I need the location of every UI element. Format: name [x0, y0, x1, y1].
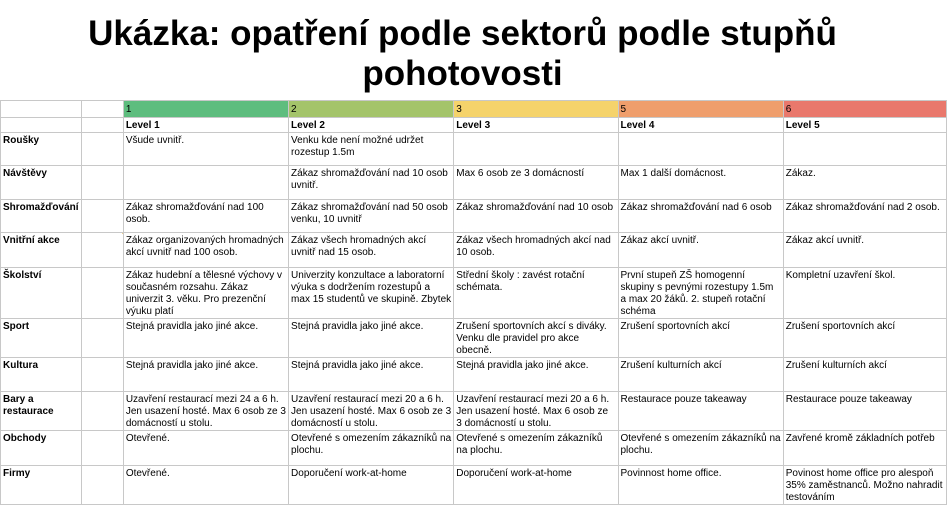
- row-spacer: [81, 466, 123, 505]
- table-cell: Doporučení work-at-home: [454, 466, 618, 505]
- table-cell: Zákaz shromažďování nad 10 osob: [454, 200, 618, 233]
- table-cell: Restaurace pouze takeaway: [618, 392, 783, 431]
- table-cell: Uzavření restaurací mezi 20 a 6 h. Jen usazení hosté. Max 6 osob ze 3 domácností u stolu.: [289, 392, 454, 431]
- table-cell: Otevřené.: [123, 466, 288, 505]
- level-header: Level 2: [289, 118, 454, 133]
- table-cell: Stejná pravidla jako jiné akce.: [289, 319, 454, 358]
- table-cell: Zákaz všech hromadných akcí nad 10 osob.: [454, 233, 618, 268]
- table-cell: Zákaz shromažďování nad 50 osob venku, 10 uvnitř: [289, 200, 454, 233]
- row-label: Obchody: [1, 431, 82, 466]
- table-cell: [454, 133, 618, 166]
- corner-cell: [81, 118, 123, 133]
- row-label: Kultura: [1, 358, 82, 392]
- table-cell: Univerzity konzultace a laboratorní výuka s dodržením rozestupů a max 15 studentů ve skupině. Zbytek: [289, 268, 454, 319]
- level-header: Level 4: [618, 118, 783, 133]
- table-cell: Zrušení sportovních akcí: [783, 319, 946, 358]
- table-cell: Venku kde není možné udržet rozestup 1.5m: [289, 133, 454, 166]
- table-cell: Max 1 další domácnost.: [618, 166, 783, 200]
- comment-marker-cell: [81, 233, 123, 268]
- table-cell: Zákaz.: [783, 166, 946, 200]
- table-row: [1, 431, 947, 466]
- table-cell: Zákaz shromažďování nad 2 osob.: [783, 200, 946, 233]
- level-header: Level 3: [454, 118, 618, 133]
- table-row: [1, 268, 947, 319]
- table-row: [1, 133, 947, 166]
- table-row: [1, 166, 947, 200]
- table-cell: Otevřené s omezením zákazníků na plochu.: [454, 431, 618, 466]
- corner-cell: [1, 118, 82, 133]
- level-header-row: [1, 118, 947, 133]
- row-label: Sport: [1, 319, 82, 358]
- level-color-stripe: [1, 101, 947, 118]
- row-label: Školství: [1, 268, 82, 319]
- row-label: Vnitřní akce: [1, 233, 82, 268]
- table-cell: Zákaz akcí uvnitř.: [783, 233, 946, 268]
- table-cell: Zrušení sportovních akcí: [618, 319, 783, 358]
- row-spacer: [81, 392, 123, 431]
- table-cell: Zákaz hudební a tělesné výchovy v současném rozsahu. Zákaz univerzit 3. věku. Pro prezenční výuku platí: [123, 268, 288, 319]
- row-spacer: [81, 358, 123, 392]
- table-cell: Doporučení work-at-home: [289, 466, 454, 505]
- table-row: [1, 200, 947, 233]
- table-cell: Stejná pravidla jako jiné akce.: [123, 358, 288, 392]
- table-cell: Zákaz shromažďování nad 100 osob.: [123, 200, 288, 233]
- table-cell: Povinost home office pro alespoň 35% zaměstnanců. Možno nahradit testováním: [783, 466, 946, 505]
- stripe-blank: [81, 101, 123, 118]
- table-cell: Uzavření restaurací mezi 24 a 6 h. Jen usazení hosté. Max 6 osob ze 3 domácností u stolu.: [123, 392, 288, 431]
- table-cell: Zrušení kulturních akcí: [618, 358, 783, 392]
- row-label: Bary a restaurace: [1, 392, 82, 431]
- table-row: [1, 392, 947, 431]
- page-title: [0, 14, 925, 94]
- row-spacer: [81, 319, 123, 358]
- row-spacer: [81, 133, 123, 166]
- stripe-level-5: 6: [783, 101, 946, 118]
- title-line-1: Ukázka: opatření podle sektorů podle stupňů: [88, 14, 837, 53]
- table-cell: [123, 166, 288, 200]
- table-cell: Povinnost home office.: [618, 466, 783, 505]
- row-label: Roušky: [1, 133, 82, 166]
- table-cell: Stejná pravidla jako jiné akce.: [454, 358, 618, 392]
- table-cell: Všude uvnitř.: [123, 133, 288, 166]
- table-cell: Zákaz akcí uvnitř.: [618, 233, 783, 268]
- table-row: [1, 466, 947, 505]
- level-header: Level 5: [783, 118, 946, 133]
- table-cell: Stejná pravidla jako jiné akce.: [123, 319, 288, 358]
- table-row: [1, 358, 947, 392]
- table-cell: Zákaz shromažďování nad 10 osob uvnitř.: [289, 166, 454, 200]
- row-label: Firmy: [1, 466, 82, 505]
- table-cell: Zákaz organizovaných hromadných akcí uvnitř nad 100 osob.: [123, 233, 288, 268]
- row-spacer: [81, 268, 123, 319]
- table-cell: [783, 133, 946, 166]
- row-label: Návštěvy: [1, 166, 82, 200]
- table-cell: Střední školy : zavést rotační schémata.: [454, 268, 618, 319]
- table-cell: Zrušení kulturních akcí: [783, 358, 946, 392]
- table-row: [1, 319, 947, 358]
- row-spacer: [81, 431, 123, 466]
- stripe-level-4: 5: [618, 101, 783, 118]
- table-cell: Stejná pravidla jako jiné akce.: [289, 358, 454, 392]
- table-cell: Restaurace pouze takeaway: [783, 392, 946, 431]
- stripe-level-1: 1: [123, 101, 288, 118]
- table-cell: [618, 133, 783, 166]
- table-cell: Otevřené.: [123, 431, 288, 466]
- stripe-blank: [1, 101, 82, 118]
- table-cell: Zákaz všech hromadných akcí uvnitř nad 15 osob.: [289, 233, 454, 268]
- stripe-level-2: 2: [289, 101, 454, 118]
- table-cell: Zrušení sportovních akcí s diváky. Venku dle pravidel pro akce obecně.: [454, 319, 618, 358]
- row-spacer: [81, 200, 123, 233]
- stripe-level-3: 3: [454, 101, 618, 118]
- table-row: [1, 233, 947, 268]
- measures-table: [0, 100, 947, 505]
- table-cell: Kompletní uzavření škol.: [783, 268, 946, 319]
- table-cell: První stupeň ZŠ homogenní skupiny s pevnými rozestupy 1.5m a max 20 žáků. 2. stupeň rotační schéma: [618, 268, 783, 319]
- table-cell: Zavřené kromě základních potřeb: [783, 431, 946, 466]
- row-label: Shromažďování: [1, 200, 82, 233]
- level-header: Level 1: [123, 118, 288, 133]
- table-cell: Otevřené s omezením zákazníků na plochu.: [289, 431, 454, 466]
- table-cell: Otevřené s omezením zákazníků na plochu.: [618, 431, 783, 466]
- table-cell: Max 6 osob ze 3 domácností: [454, 166, 618, 200]
- table-cell: Zákaz shromažďování nad 6 osob: [618, 200, 783, 233]
- row-spacer: [81, 166, 123, 200]
- title-line-2: pohotovosti: [362, 54, 563, 93]
- table-cell: Uzavření restaurací mezi 20 a 6 h. Jen usazení hosté. Max 6 osob ze 3 domácností u stolu.: [454, 392, 618, 431]
